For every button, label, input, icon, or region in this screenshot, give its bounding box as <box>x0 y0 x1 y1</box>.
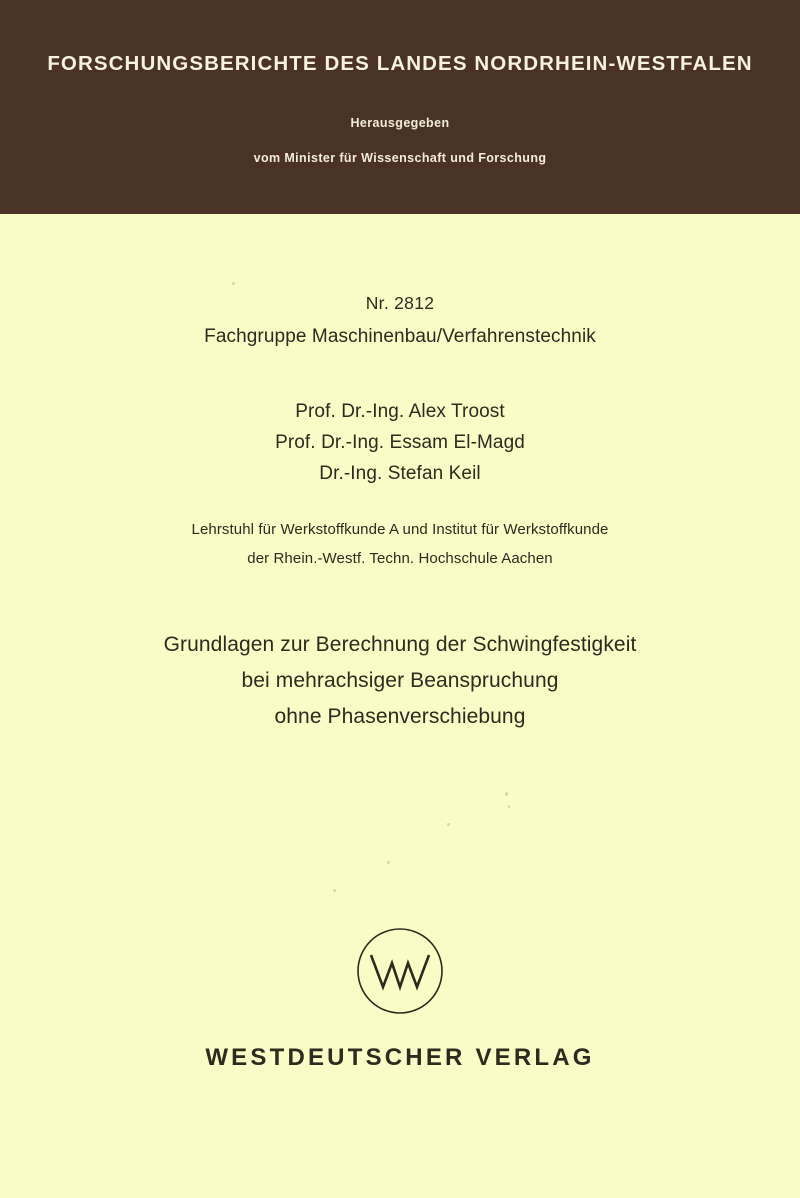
paper-speck <box>387 861 390 864</box>
publisher-block <box>0 925 800 1072</box>
cover-body <box>0 214 800 735</box>
document-title-line: bei mehrachsiger Beanspruchung <box>241 669 559 692</box>
document-title-line: ohne Phasenverschiebung <box>274 705 526 728</box>
series-header-band <box>0 0 800 214</box>
author-list <box>0 396 800 489</box>
paper-speck <box>447 823 450 826</box>
affiliation-line: der Rhein.-Westf. Techn. Hochschule Aachen <box>247 550 553 567</box>
author-name: Dr.-Ing. Stefan Keil <box>319 463 481 484</box>
editor-body: vom Minister für Wissenschaft und Forschung <box>253 151 547 165</box>
subject-group: Fachgruppe Maschinenbau/Verfahrenstechnik <box>204 326 596 347</box>
paper-speck <box>508 805 510 808</box>
document-title <box>0 627 800 735</box>
report-number: Nr. 2812 <box>365 293 435 313</box>
affiliation-block <box>0 515 800 573</box>
series-title: FORSCHUNGSBERICHTE DES LANDES NORDRHEIN-WESTFALEN <box>47 52 753 75</box>
paper-speck <box>505 792 508 796</box>
paper-speck <box>333 889 336 892</box>
author-name: Prof. Dr.-Ing. Essam El-Magd <box>275 432 525 453</box>
publisher-name: WESTDEUTSCHER VERLAG <box>205 1044 595 1071</box>
affiliation-line: Lehrstuhl für Werkstoffkunde A und Institut für Werkstoffkunde <box>191 521 609 538</box>
westdeutscher-verlag-w-logo-icon <box>354 925 446 1022</box>
editor-label: Herausgegeben <box>350 116 450 130</box>
author-name: Prof. Dr.-Ing. Alex Troost <box>295 401 505 422</box>
logo-wrap <box>0 925 800 1022</box>
document-title-line: Grundlagen zur Berechnung der Schwingfestigkeit <box>163 633 637 656</box>
